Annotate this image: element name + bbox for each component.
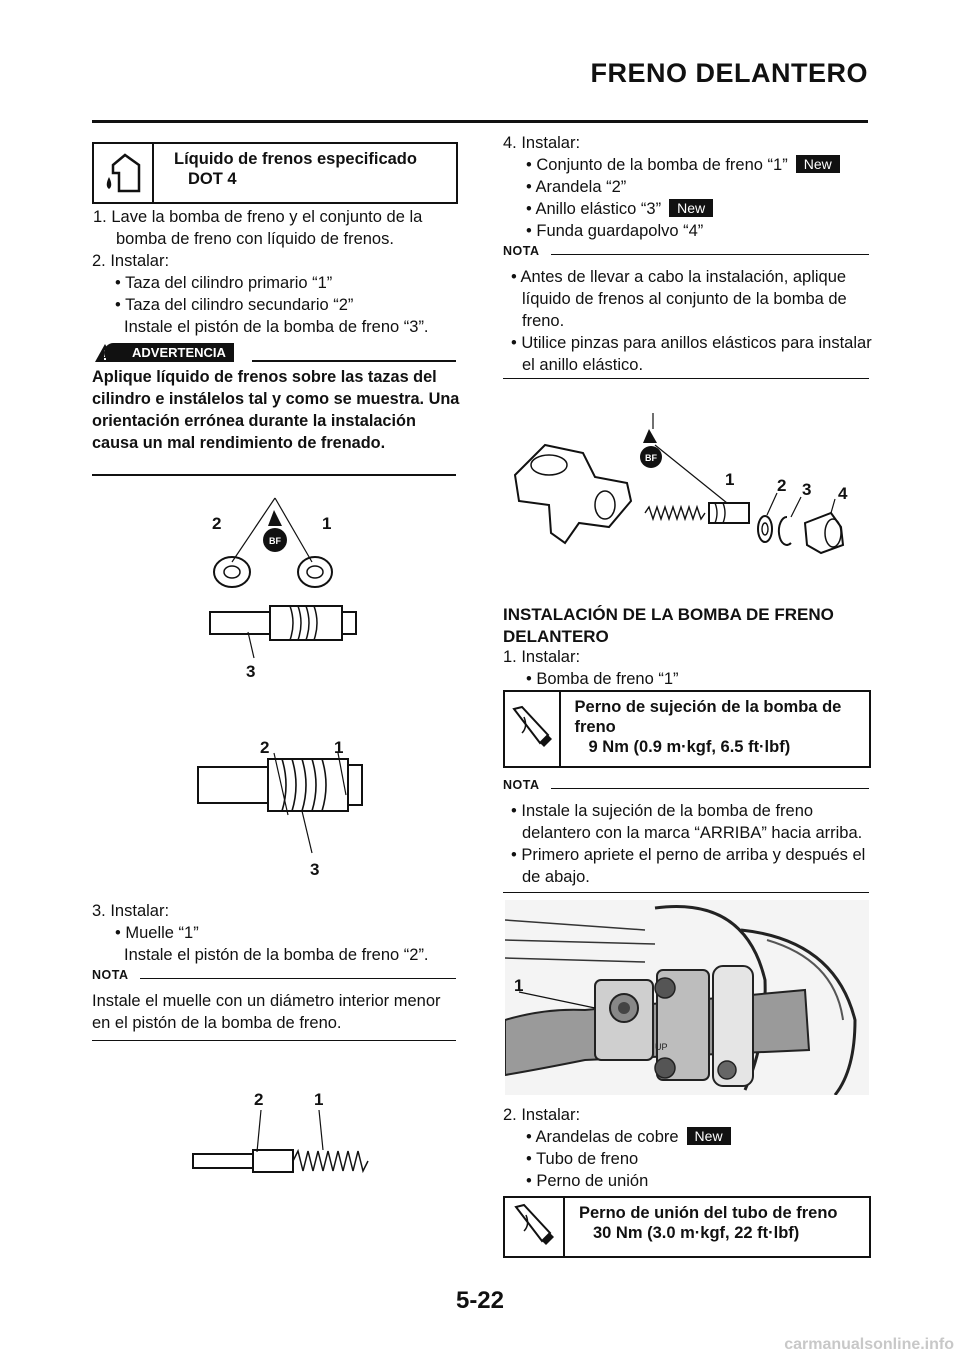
divider: [503, 378, 869, 379]
list-item: • Bomba de freno “1”: [526, 670, 679, 688]
divider: [92, 1040, 456, 1041]
note-text: Instale el muelle con un diámetro interior menor en el pistón de la bomba de freno.: [92, 992, 441, 1032]
step-1: 1. Instalar:: [503, 648, 581, 666]
note-label: NOTA: [503, 778, 540, 792]
new-badge: New: [669, 199, 713, 217]
note-label: NOTA: [503, 244, 540, 258]
svg-text:BF: BF: [269, 536, 281, 546]
note-header: [503, 242, 869, 260]
list-item: • Perno de unión: [526, 1172, 649, 1190]
callout-label: 1: [725, 470, 735, 489]
new-badge: New: [796, 155, 840, 173]
callout-label: 2: [254, 1090, 264, 1109]
torque-value: 9 Nm (0.9 m·kgf, 6.5 ft·lbf): [588, 738, 791, 756]
note-label: NOTA: [92, 968, 129, 982]
list-item: • Anillo elástico “3” New: [503, 198, 873, 220]
svg-text:BF: BF: [645, 453, 657, 463]
torque-label: Perno de sujeción de la bomba de freno: [574, 698, 842, 736]
step-1: 1. Lave la bomba de freno y el conjunto de la bomba de freno con líquido de frenos.: [93, 208, 423, 248]
divider: [92, 474, 456, 476]
spring-piston-illustration: [185, 1090, 375, 1180]
torque-value: 30 Nm (3.0 m·kgf, 22 ft·lbf): [593, 1224, 800, 1242]
header-rule: [92, 120, 868, 123]
step-2: 2. Instalar:: [92, 252, 170, 270]
list-item: • Muelle “1”: [115, 924, 199, 942]
torque-spec-box-clamp: [503, 690, 871, 768]
step-4: 4. Instalar:: [503, 134, 581, 152]
callout-label: 4: [838, 484, 848, 503]
list-item: • Arandelas de cobre New: [503, 1126, 873, 1148]
list-item: • Taza del cilindro secundario “2”: [115, 296, 354, 314]
note-header: [92, 966, 456, 984]
note-header: [503, 776, 869, 794]
warning-text: Aplique líquido de frenos sobre las tazas del cilindro e instálelos tal y como se muestra. Una orientación errónea durante la instalación causa un mal rendimiento de frenado.: [92, 368, 460, 452]
torque-wrench-icon: [505, 1198, 565, 1256]
step-3: 3. Instalar:: [92, 902, 170, 920]
note-item: • Instale la sujeción de la bomba de freno delantero con la marca “ARRIBA” hacia arriba.: [511, 802, 863, 842]
section-title: INSTALACIÓN DE LA BOMBA DE FRENO DELANTERO: [503, 605, 834, 646]
callout-label: 2: [777, 476, 787, 495]
callout-label: 2: [212, 514, 222, 533]
warning-header: [92, 343, 456, 363]
list-item: • Taza del cilindro primario “1”: [115, 274, 333, 292]
step-note: Instale el pistón de la bomba de freno “2”.: [124, 946, 429, 964]
brake-fluid-can-icon: [94, 144, 154, 202]
callout-label: 1: [334, 738, 344, 757]
callout-label: 3: [246, 662, 256, 681]
page-title: FRENO DELANTERO: [590, 58, 868, 88]
step-2: 2. Instalar:: [503, 1106, 581, 1124]
note-item: • Primero apriete el perno de arriba y después el de abajo.: [511, 846, 866, 886]
callout-label: 1: [314, 1090, 324, 1109]
handlebar-clamp-photo: [505, 900, 869, 1095]
torque-wrench-icon: [505, 692, 561, 766]
list-item: • Funda guardapolvo “4”: [526, 222, 704, 240]
new-badge: New: [687, 1127, 731, 1145]
spec-label: Líquido de frenos especificado: [174, 150, 417, 168]
callout-label: 1: [322, 514, 332, 533]
torque-spec-box-union-bolt: [503, 1196, 871, 1258]
watermark: carmanualsonline.info: [784, 1336, 954, 1353]
callout-label: 3: [802, 480, 812, 499]
list-item: • Tubo de freno: [526, 1150, 639, 1168]
page-number: 5-22: [455, 1287, 505, 1314]
torque-label: Perno de unión del tubo de freno: [579, 1204, 838, 1222]
note-item: • Utilice pinzas para anillos elásticos para instalar el anillo elástico.: [511, 334, 872, 374]
list-item: • Arandela “2”: [526, 178, 627, 196]
callout-label: 3: [310, 860, 320, 879]
divider: [503, 892, 869, 893]
spec-value: DOT 4: [188, 170, 237, 188]
photo-up-mark: UP: [655, 1042, 668, 1052]
warning-label: ADVERTENCIA: [104, 343, 234, 362]
callout-label: 2: [260, 738, 270, 757]
note-item: • Antes de llevar a cabo la instalación, aplique líquido de frenos al conjunto de la bomba de freno.: [511, 268, 847, 330]
list-item: • Conjunto de la bomba de freno “1” New: [503, 154, 873, 176]
spec-box-brake-fluid: [92, 142, 458, 204]
callout-label: 1: [514, 976, 524, 995]
step-note: Instale el pistón de la bomba de freno “3”.: [124, 318, 429, 336]
